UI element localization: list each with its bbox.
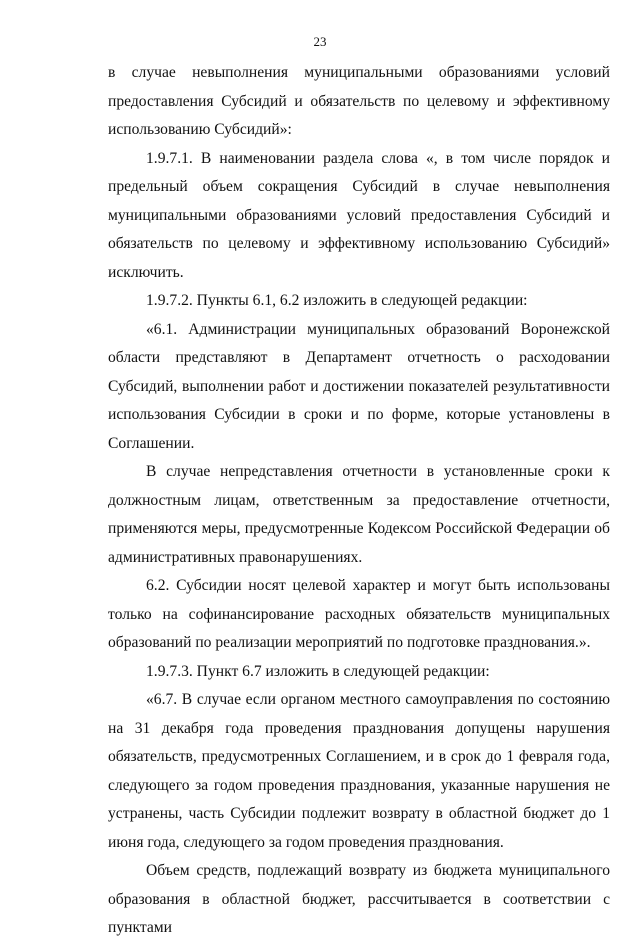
paragraph-reporting-penalty: В случае непредставления отчетности в установленные сроки к должностным лицам, ответственным за предоставление отчетности, применяются меры, предусмотренные Кодексом Российской Федерации об административных правонарушениях. xyxy=(108,463,610,566)
paragraph-continuation: в случае невыполнения муниципальными образованиями условий предоставления Субсидий и обязательств по целевому и эффективному использованию Субсидий»: xyxy=(108,64,610,138)
paragraph-6-7: «6.7. В случае если органом местного самоуправления по состоянию на 31 декабря года проведения празднования допущены нарушения обязательств, предусмотренных Соглашением, и в срок до 1 февраля года, следующего за годом проведения празднования, указанные нарушения не устранены, часть Субсидии подлежит возврату в областной бюджет до 1 июня года, следующего за годом проведения празднования. xyxy=(108,691,610,851)
paragraph-1-9-7-1: 1.9.7.1. В наименовании раздела слова «, в том числе порядок и предельный объем сокращения Субсидий в случае невыполнения муниципальными образованиями условий предоставления Субсидий и обязательств по целевому и эффективному использованию Субсидий» исключить. xyxy=(108,149,610,281)
page-number: 23 xyxy=(313,34,327,49)
paragraph-refund-volume: Объем средств, подлежащий возврату из бюджета муниципального образования в областной бюджет, рассчитывается в соответствии с пунктами xyxy=(108,862,610,936)
paragraph-6-1: «6.1. Администрации муниципальных образований Воронежской области представляют в Департамент отчетность о расходовании Субсидий, выполнении работ и достижении показателей результативности использования Субсидии в сроки и по форме, которые установлены в Соглашении. xyxy=(108,320,610,452)
paragraph-1-9-7-2: 1.9.7.2. Пункты 6.1, 6.2 изложить в следующей редакции: xyxy=(146,292,528,309)
document-body xyxy=(108,59,610,943)
paragraph-1-9-7-3: 1.9.7.3. Пункт 6.7 изложить в следующей редакции: xyxy=(146,662,490,680)
paragraph-6-2: 6.2. Субсидии носят целевой характер и могут быть использованы только на софинансирование расходных обязательств муниципальных образований по реализации мероприятий по подготовке празднования.». xyxy=(108,577,610,651)
